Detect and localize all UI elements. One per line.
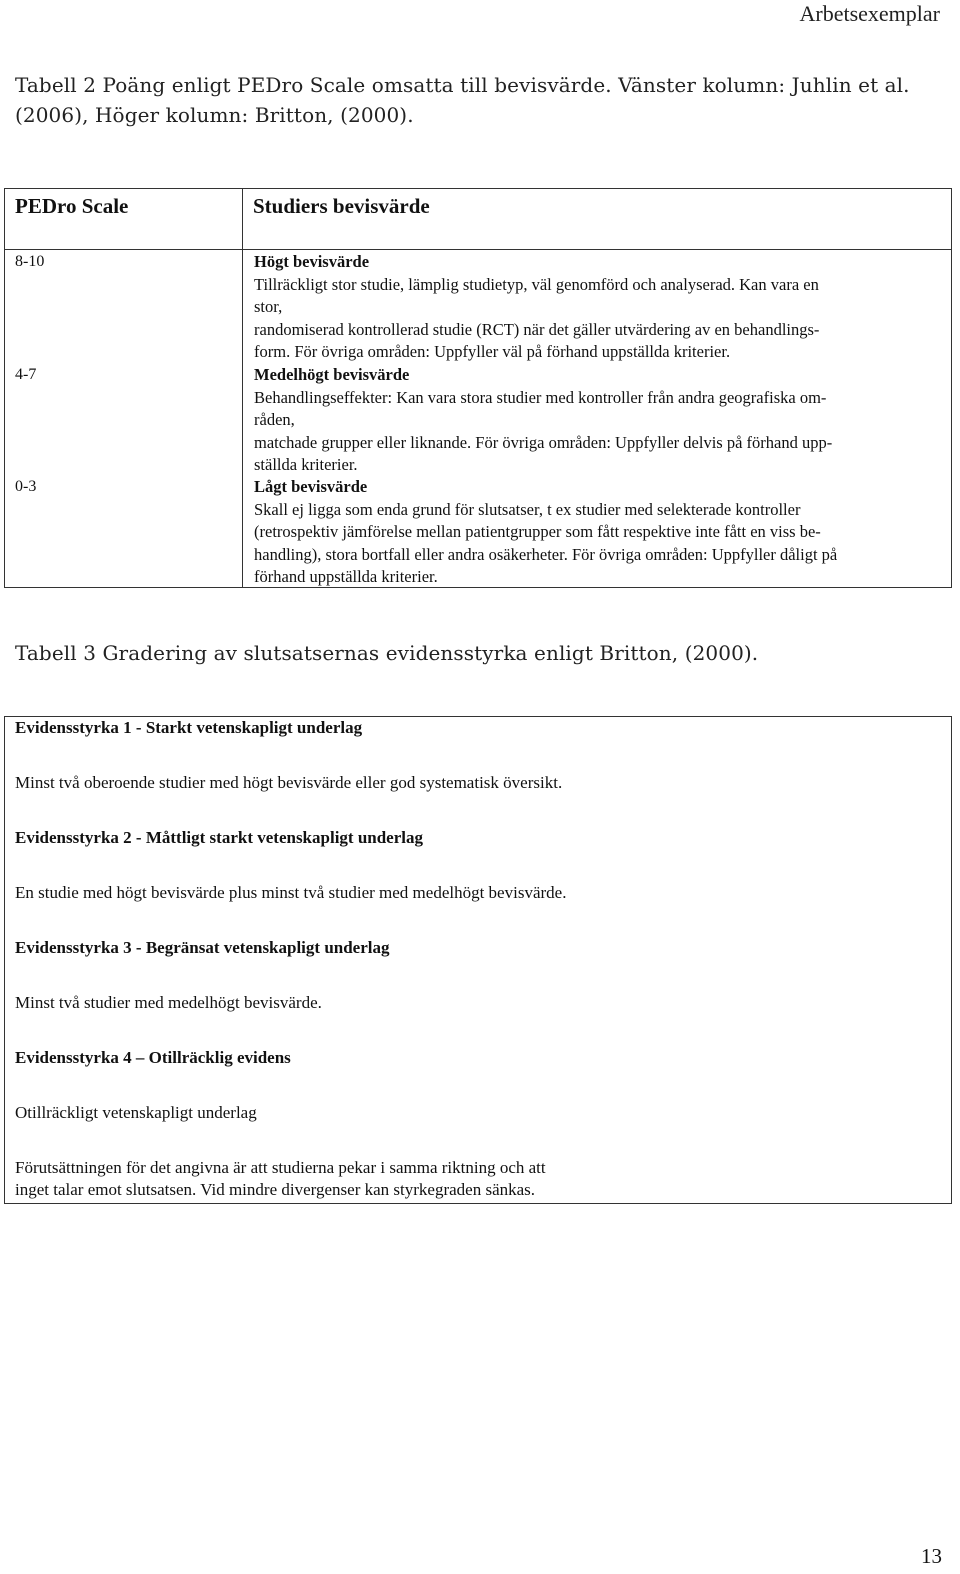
column-header-pedro-scale: PEDro Scale [15,194,129,218]
pedro-table [4,188,952,588]
column-header-bevisvarde: Studiers bevisvärde [253,194,430,218]
evidence-text-3: Minst två studier med medelhögt bevisvärde. [15,993,322,1012]
table2-caption-line: Tabell 2 Poäng enligt PEDro Scale omsatta till bevisvärde. Vänster kolumn: Juhlin et al. [15,73,910,97]
row-description-high [254,251,944,364]
row-text-line: stor, [254,297,283,316]
row-description-low [254,476,944,589]
row-text-line: råden, [254,410,295,429]
evidence-note-line: inget talar emot slutsatsen. Vid mindre divergenser kan styrkegraden sänkas. [15,1180,536,1199]
row-text-line: Behandlingseffekter: Kan vara stora studier med kontroller från andra geografiska om- [254,387,827,407]
evidence-text-1: Minst två oberoende studier med högt bevisvärde eller god systematisk översikt. [15,773,563,792]
row-description-medium [254,364,944,477]
running-header: Arbetsexemplar [799,1,940,26]
header-divider [5,249,951,250]
evidence-heading-3: Evidensstyrka 3 - Begränsat vetenskapligt underlag [15,938,390,957]
evidence-heading-1: Evidensstyrka 1 - Starkt vetenskapligt underlag [15,718,363,737]
row-text-line: ställda kriterier. [254,455,358,474]
row-text-line: form. För övriga områden: Uppfyller väl på förhand uppställda kriterier. [254,342,731,361]
evidence-heading-4: Evidensstyrka 4 – Otillräcklig evidens [15,1048,291,1067]
row-text-line: (retrospektiv jämförelse mellan patientgrupper som fått respektive inte fått en viss be- [254,522,821,541]
evidence-text-2: En studie med högt bevisvärde plus minst två studier med medelhögt bevisvärde. [15,883,567,902]
row-text-line: handling), stora bortfall eller andra osäkerheter. För övriga områden: Uppfyller dåligt på [254,544,838,564]
row-score-low: 0-3 [15,478,37,495]
evidence-note-line: Förutsättningen för det angivna är att studierna pekar i samma riktning och att [15,1158,546,1177]
evidence-text-4: Otillräckligt vetenskapligt underlag [15,1103,257,1122]
table2-caption [15,70,945,130]
row-text-line: förhand uppställda kriterier. [254,567,438,586]
page-number: 13 [921,1544,942,1568]
row-text-line: matchade grupper eller liknande. För övriga områden: Uppfyller delvis på förhand upp- [254,432,833,452]
row-score-high: 8-10 [15,253,45,270]
table3-caption: Tabell 3 Gradering av slutsatsernas evidensstyrka enligt Britton, (2000). [15,641,759,665]
evidence-table [4,716,952,1204]
row-score-medium: 4-7 [15,366,37,383]
row-text-line: Skall ej ligga som enda grund för slutsatser, t ex studier med selekterade kontroller [254,499,801,519]
evidence-heading-2: Evidensstyrka 2 - Måttligt starkt vetenskapligt underlag [15,828,423,847]
row-title: Lågt bevisvärde [254,477,368,496]
row-text-line: Tillräckligt stor studie, lämplig studietyp, väl genomförd och analyserad. Kan vara en [254,274,819,294]
table2-caption-line: (2006), Höger kolumn: Britton, (2000). [15,103,414,127]
row-title: Medelhögt bevisvärde [254,365,410,384]
row-title: Högt bevisvärde [254,252,370,271]
row-text-line: randomiserad kontrollerad studie (RCT) när det gäller utvärdering av en behandlings- [254,319,820,339]
